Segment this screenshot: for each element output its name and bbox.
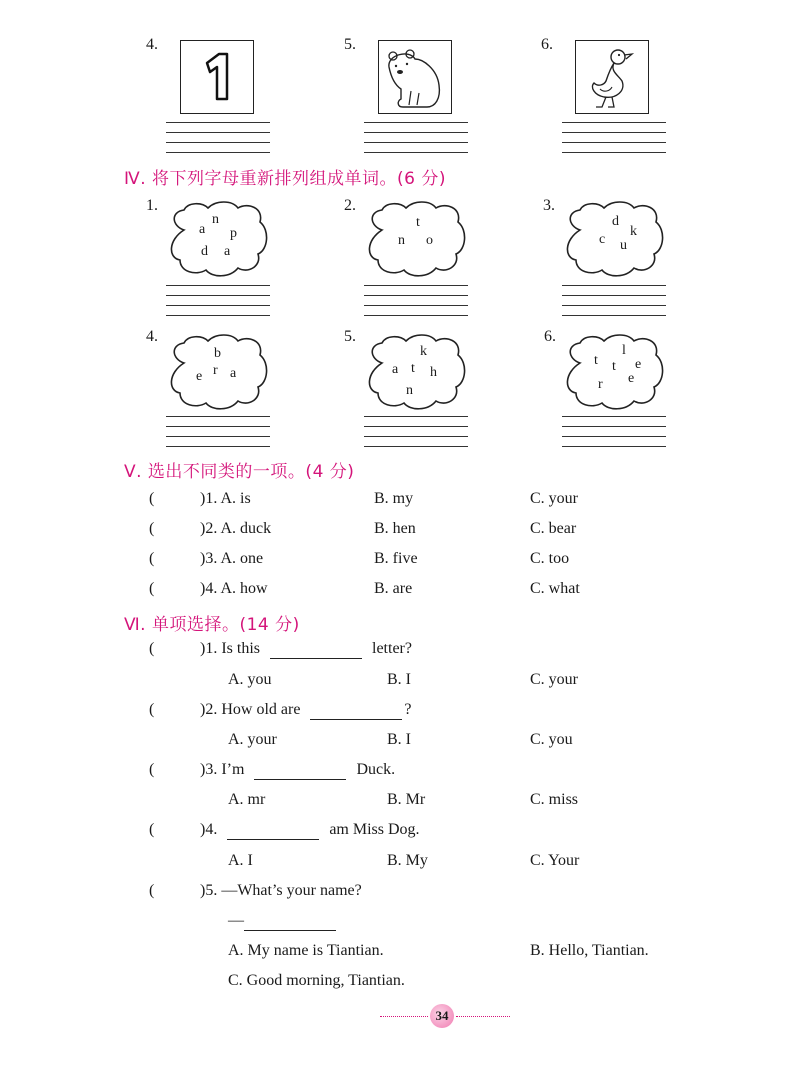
letter: d <box>612 214 619 229</box>
answer-paren[interactable]: ( <box>149 640 155 657</box>
item-number: 6. <box>541 36 553 53</box>
question-text: )1. Is this <box>200 640 260 657</box>
option-c: C. too <box>530 550 570 567</box>
letter: n <box>406 383 413 398</box>
answer-lines <box>562 122 666 154</box>
letter: l <box>622 343 626 358</box>
footer-divider-right <box>456 1016 510 1017</box>
option-a: A. My name is Tiantian. <box>228 942 384 959</box>
answer-lines <box>364 122 468 154</box>
answer-paren[interactable]: ( <box>149 761 155 778</box>
item-number: 6. <box>544 328 556 345</box>
answer-paren[interactable]: ( <box>149 490 155 507</box>
letter-cloud <box>562 333 668 411</box>
cloud-shape <box>364 200 470 278</box>
dash: — <box>228 912 244 929</box>
question-text: Duck. <box>356 761 396 778</box>
item-number: 3. <box>543 197 555 214</box>
answer-paren[interactable]: ( <box>149 520 155 537</box>
question-text: am Miss Dog. <box>329 821 420 838</box>
letter: t <box>594 353 598 368</box>
cloud-shape <box>166 200 272 278</box>
question-text: )4. <box>200 821 218 838</box>
letter: r <box>598 377 603 392</box>
item-number: 1. <box>146 197 158 214</box>
bear-icon <box>379 41 451 113</box>
option-a: A. I <box>228 852 253 869</box>
duck-picture <box>575 40 649 114</box>
letter: b <box>214 346 221 361</box>
letter: a <box>392 362 399 377</box>
question-q1 <box>200 640 412 659</box>
cloud-shape <box>364 333 470 411</box>
answer-paren[interactable]: ( <box>149 821 155 838</box>
item-number: 4. <box>146 328 158 345</box>
option-b: B. I <box>387 731 411 748</box>
option-a: A. mr <box>228 791 266 808</box>
answer-lines <box>364 416 468 448</box>
option-b: B. I <box>387 671 411 688</box>
option-b: B. My <box>387 852 428 869</box>
question-text: )2. How old are <box>200 701 301 718</box>
option-a: A. you <box>228 671 272 688</box>
letter: a <box>224 244 231 259</box>
answer-lines <box>364 285 468 317</box>
option-c: C. your <box>530 671 578 688</box>
number-one-icon <box>181 41 253 113</box>
number-one-picture <box>180 40 254 114</box>
letter: a <box>199 222 206 237</box>
answer-paren[interactable]: ( <box>149 882 155 899</box>
bear-picture <box>378 40 452 114</box>
letter: t <box>612 359 616 374</box>
option-c: C. Good morning, Tiantian. <box>228 972 405 989</box>
fill-blank[interactable] <box>227 821 319 840</box>
letter: t <box>416 215 420 230</box>
letter-cloud <box>166 333 272 411</box>
answer-lines <box>562 285 666 317</box>
footer-divider-left <box>380 1016 428 1017</box>
answer-paren[interactable]: ( <box>149 580 155 597</box>
letter: a <box>230 366 237 381</box>
cloud-shape <box>166 333 272 411</box>
section-title-vi: Ⅵ. 单项选择。(14 分) <box>124 615 300 635</box>
letter: k <box>420 344 427 359</box>
option-b: B. are <box>374 580 413 597</box>
option-c: C. what <box>530 580 580 597</box>
question-text: )1. A. is <box>200 490 251 507</box>
question-text: )3. A. one <box>200 550 264 567</box>
answer-paren[interactable]: ( <box>149 550 155 567</box>
letter-cloud <box>166 200 272 278</box>
letter: n <box>398 233 405 248</box>
option-b: B. Mr <box>387 791 426 808</box>
answer-paren[interactable]: ( <box>149 701 155 718</box>
letter: r <box>213 363 218 378</box>
dialogue-reply <box>228 912 336 931</box>
question-text: letter? <box>372 640 412 657</box>
option-c: C. bear <box>530 520 577 537</box>
letter: u <box>620 238 627 253</box>
item-number: 4. <box>146 36 158 53</box>
option-c: C. your <box>530 490 578 507</box>
letter-cloud <box>364 333 470 411</box>
letter: e <box>196 369 203 384</box>
page-number: 34 <box>430 1004 454 1028</box>
option-b: B. Hello, Tiantian. <box>530 942 649 959</box>
fill-blank[interactable] <box>244 912 336 931</box>
letter: h <box>430 365 437 380</box>
letter: k <box>630 224 637 239</box>
letter-cloud <box>562 200 668 278</box>
fill-blank[interactable] <box>270 640 362 659</box>
section-title-v: Ⅴ. 选出不同类的一项。(4 分) <box>124 462 355 482</box>
option-b: B. hen <box>374 520 416 537</box>
letter-cloud <box>364 200 470 278</box>
letter: t <box>411 361 415 376</box>
question-q4 <box>200 821 420 840</box>
option-b: B. my <box>374 490 414 507</box>
item-number: 2. <box>344 197 356 214</box>
option-c: C. miss <box>530 791 579 808</box>
option-c: C. you <box>530 731 573 748</box>
answer-lines <box>166 122 270 154</box>
letter: n <box>212 212 219 227</box>
option-b: B. five <box>374 550 418 567</box>
fill-blank[interactable] <box>254 761 346 780</box>
question-q3 <box>200 761 395 780</box>
answer-lines <box>562 416 666 448</box>
answer-lines <box>166 285 270 317</box>
letter: e <box>628 371 635 386</box>
question-text: )2. A. duck <box>200 520 272 537</box>
question-text: )3. I’m <box>200 761 245 778</box>
letter: e <box>635 357 642 372</box>
question-text: ? <box>404 701 412 718</box>
duck-icon <box>576 41 648 113</box>
letter: p <box>230 226 237 241</box>
letter: o <box>426 233 433 248</box>
question-text: )5. —What’s your name? <box>200 882 362 899</box>
question-text: )4. A. how <box>200 580 268 597</box>
answer-lines <box>166 416 270 448</box>
question-q2 <box>200 701 412 720</box>
item-number: 5. <box>344 328 356 345</box>
item-number: 5. <box>344 36 356 53</box>
letter: c <box>599 232 606 247</box>
fill-blank[interactable] <box>310 701 402 720</box>
letter: d <box>201 244 208 259</box>
option-c: C. Your <box>530 852 580 869</box>
cloud-shape <box>562 200 668 278</box>
section-title-iv: Ⅳ. 将下列字母重新排列组成单词。(6 分) <box>124 169 446 189</box>
option-a: A. your <box>228 731 277 748</box>
